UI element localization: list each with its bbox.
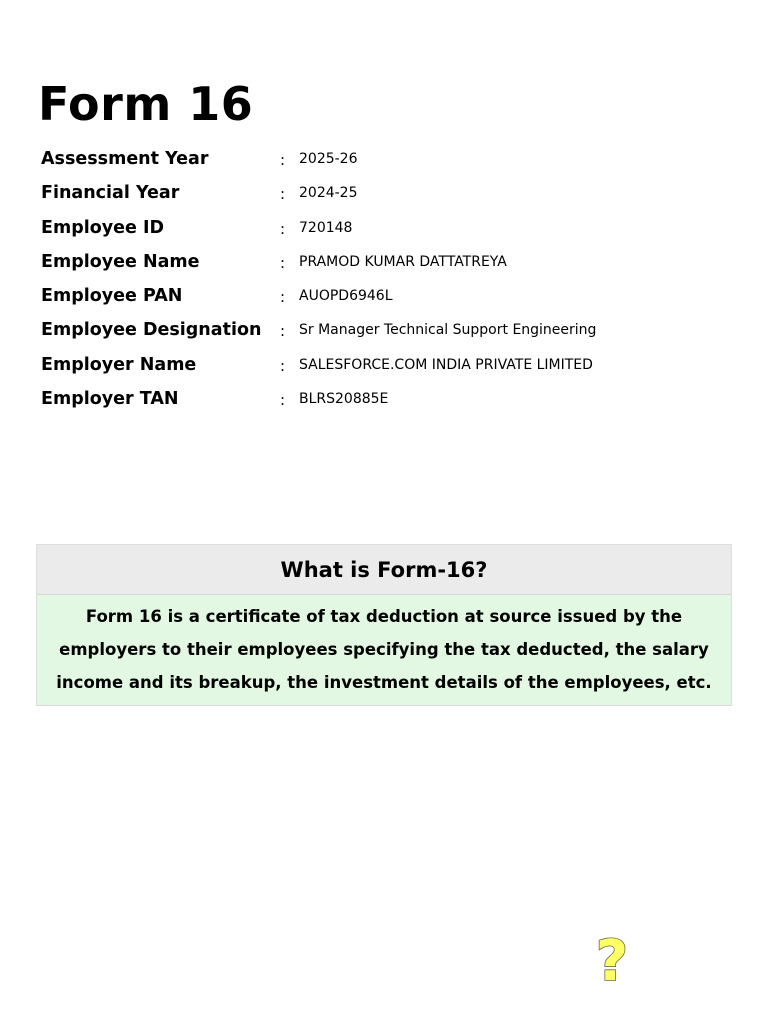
- question-mark-icon[interactable]: [590, 930, 634, 986]
- detail-label: Employer Name: [41, 354, 197, 375]
- detail-label: Employee PAN: [41, 286, 183, 307]
- detail-label: Assessment Year: [41, 149, 209, 169]
- faq-panel: [36, 544, 732, 706]
- detail-row-employee-pan: [40, 282, 720, 316]
- detail-label: Employee ID: [41, 217, 165, 238]
- detail-value: 720148: [299, 219, 353, 236]
- detail-label: Employee Designation: [41, 320, 262, 341]
- employee-details: [40, 145, 720, 419]
- faq-heading: What is Form-16?: [37, 545, 731, 595]
- detail-row-assessment-year: [40, 145, 720, 179]
- detail-row-employee-designation: [40, 316, 720, 350]
- detail-label: Employee Name: [41, 251, 200, 272]
- detail-label: Employer TAN: [41, 389, 179, 410]
- detail-row-employee-name: [40, 248, 720, 282]
- detail-value: 2024-25: [299, 185, 358, 202]
- svg-text:?: ?: [595, 930, 629, 986]
- page-title: Form 16: [38, 77, 254, 131]
- detail-value: PRAMOD KUMAR DATTATREYA: [299, 253, 507, 270]
- detail-separator: :: [280, 151, 286, 169]
- detail-value: 2025-26: [299, 151, 358, 167]
- detail-value: SALESFORCE.COM INDIA PRIVATE LIMITED: [299, 356, 593, 373]
- detail-separator: :: [280, 185, 286, 204]
- detail-row-financial-year: [40, 179, 720, 213]
- detail-label: Financial Year: [41, 183, 180, 204]
- detail-row-employee-id: [40, 214, 720, 248]
- detail-separator: :: [280, 356, 286, 375]
- detail-value: BLRS20885E: [299, 391, 389, 408]
- faq-body-text: Form 16 is a certificate of tax deduction at source issued by the employers to their employees specifying the tax deducted, the salary income and its breakup, the investment details of the employees, etc.: [37, 595, 731, 705]
- detail-separator: :: [280, 288, 286, 307]
- detail-row-employer-name: [40, 351, 720, 385]
- detail-value: Sr Manager Technical Support Engineering: [299, 322, 597, 339]
- detail-separator: :: [280, 253, 286, 272]
- detail-row-employer-tan: [40, 385, 720, 419]
- detail-separator: :: [280, 391, 286, 410]
- question-mark-icon-graphic: [590, 930, 634, 986]
- detail-separator: :: [280, 219, 286, 238]
- detail-value: AUOPD6946L: [299, 288, 393, 305]
- detail-separator: :: [280, 322, 286, 341]
